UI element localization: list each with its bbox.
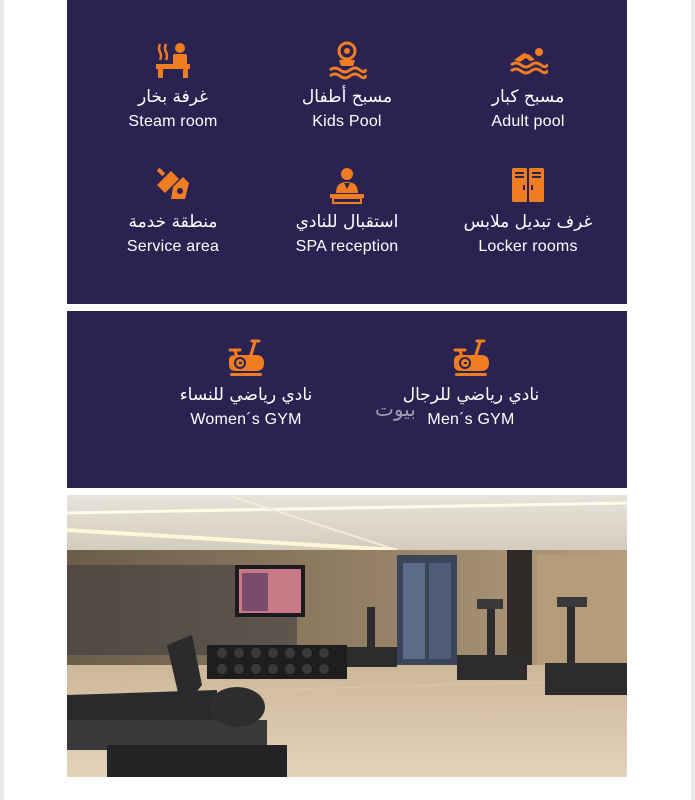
page-edge — [691, 0, 695, 800]
amenity-label-ar: نادي رياضي للرجال — [402, 385, 540, 405]
amenity-locker-rooms — [435, 165, 621, 257]
amenity-adult-pool — [435, 40, 621, 132]
gym-photo-illustration — [67, 495, 627, 777]
amenity-label-ar: استقبال للنادي — [295, 212, 399, 232]
gym-panel — [67, 311, 627, 488]
amenity-label-ar: غرفة بخار — [137, 87, 208, 107]
amenity-kids-pool — [254, 40, 440, 132]
page-edge — [0, 0, 4, 800]
amenity-label-ar: مسبح أطفال — [301, 87, 393, 107]
amenity-label-ar: مسبح كبار — [491, 87, 565, 107]
kids-pool-icon — [327, 40, 367, 80]
steam-room-icon — [153, 40, 193, 80]
amenity-service-area — [80, 165, 266, 257]
watermark-logo: بيوت — [375, 397, 416, 421]
amenity-steam-room — [80, 40, 266, 132]
gym-interior-photo — [67, 495, 627, 777]
amenity-label-ar: منطقة خدمة — [128, 212, 218, 232]
amenity-label-en: Steam room — [128, 113, 218, 130]
amenity-label-en: Women´s GYM — [190, 411, 302, 428]
exercise-bike-icon — [226, 338, 266, 378]
reception-icon — [327, 165, 367, 205]
service-bell-icon — [153, 165, 193, 205]
amenity-label-en: Kids Pool — [312, 113, 382, 130]
amenity-label-en: Locker rooms — [478, 238, 578, 255]
amenity-label-en: Men´s GYM — [427, 411, 515, 428]
amenity-label-ar: نادي رياضي للنساء — [179, 385, 313, 405]
locker-icon — [508, 165, 548, 205]
amenity-womens-gym — [153, 338, 339, 430]
amenities-panel — [67, 0, 627, 304]
amenity-label-ar: غرف تبديل ملابس — [463, 212, 593, 232]
amenity-label-en: SPA reception — [295, 238, 399, 255]
amenity-spa-reception — [254, 165, 440, 257]
exercise-bike-icon — [451, 338, 491, 378]
amenity-label-en: Adult pool — [491, 113, 565, 130]
swimmer-icon — [508, 40, 548, 80]
amenity-label-en: Service area — [126, 238, 220, 255]
